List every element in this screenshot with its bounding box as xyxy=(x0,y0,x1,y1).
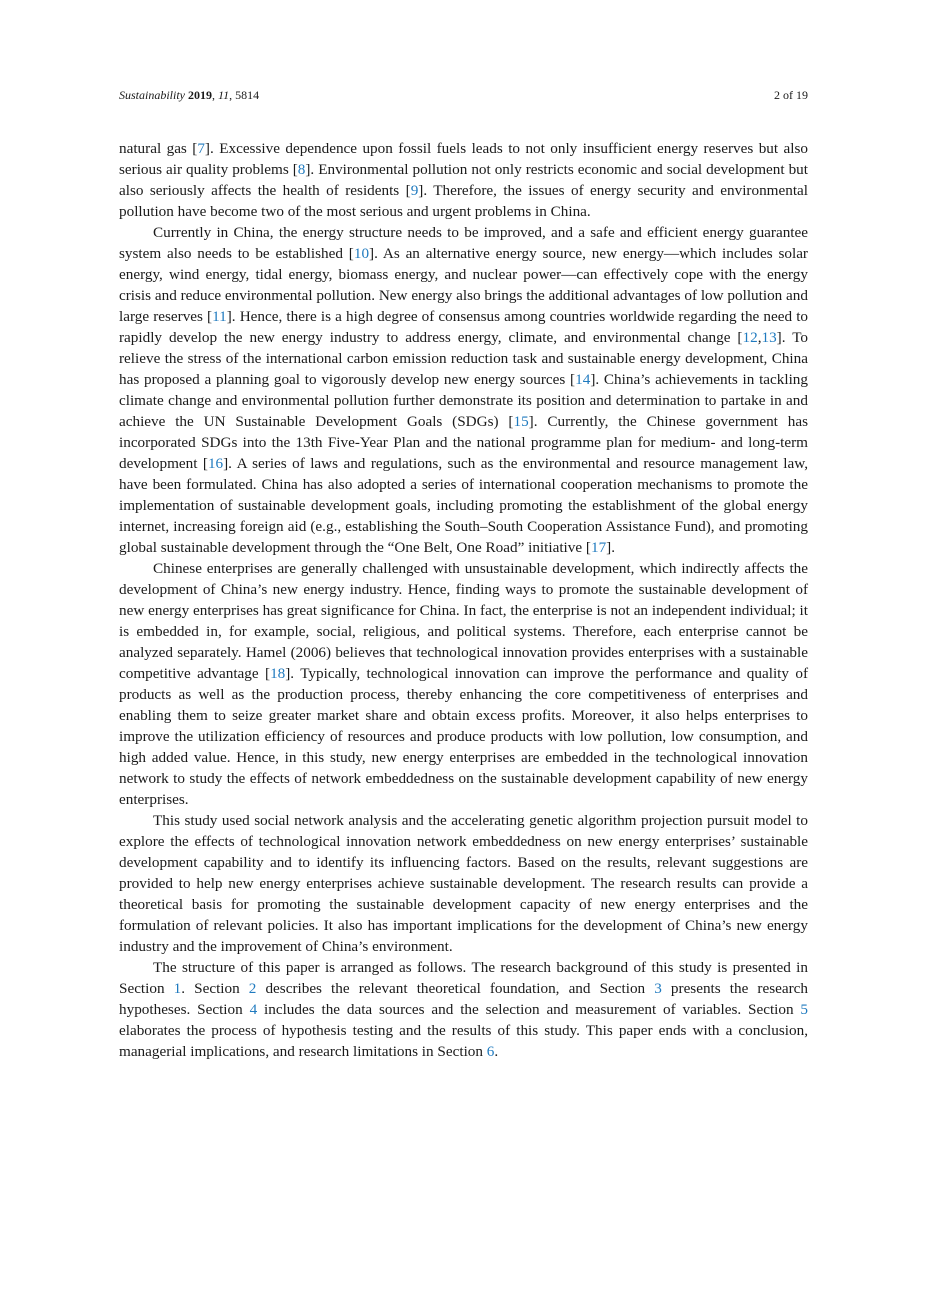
text-run: describes the relevant theoretical foundation, and Section xyxy=(256,980,655,997)
citation-link[interactable]: 6 xyxy=(486,1043,495,1060)
running-header xyxy=(119,87,808,103)
text-run: ]. Excessive dependence upon fossil fuels leads to not only insufficient energy reserves but also serious air quality problems [ xyxy=(119,140,808,178)
citation-link[interactable]: 8 xyxy=(297,161,306,178)
citation-link[interactable]: 7 xyxy=(197,140,205,157)
citation-link[interactable]: 17 xyxy=(590,539,607,556)
citation-link[interactable]: 5 xyxy=(800,1001,809,1018)
paragraph xyxy=(119,222,808,558)
text-run: , xyxy=(757,329,762,346)
text-run: ]. China’s achievements in tackling climate change and environmental pollution further demonstrate its position and determination to partake in and achieve the UN Sustainable Development Goals (SDGs) [ xyxy=(119,371,808,430)
text-run: natural gas [ xyxy=(119,140,198,157)
citation-link[interactable]: 14 xyxy=(575,371,591,388)
text-run: ]. As an alternative energy source, new energy—which includes solar energy, wind energy, tidal energy, biomass energy, and nuclear power—can effectively cope with the energy crisis and reduce environmental pollution. New energy also brings the additional advantages of low pollution and large reserves [ xyxy=(119,245,808,325)
journal-name: Sustainability xyxy=(119,88,185,102)
citation-link[interactable]: 11 xyxy=(212,308,227,325)
journal-citation: Sustainability 2019, 11, 5814 xyxy=(119,88,260,102)
text-run: includes the data sources and the selection and measurement of variables. Section xyxy=(257,1001,801,1018)
citation-link[interactable]: 3 xyxy=(654,980,662,997)
citation-link[interactable]: 1 xyxy=(173,980,182,997)
journal-year: 2019 xyxy=(188,88,212,102)
page-number: 2 of 19 xyxy=(774,88,808,102)
citation-link[interactable]: 2 xyxy=(248,980,257,997)
paragraph xyxy=(119,810,808,957)
text-run: presents the research hypotheses. Section xyxy=(119,980,809,1018)
text-run: ]. To relieve the stress of the international carbon emission reduction task and sustainable energy development, China has proposed a planning goal to vigorously develop new energy sources [ xyxy=(119,329,809,388)
text-run: This study used social network analysis and the accelerating genetic algorithm projection pursuit model to explore the effects of technological innovation network embeddedness on new energy enterprises’ sustainable development capability and to identify its influencing factors. Based on the results, relevant suggestions are provided to help new energy enterprises achieve sustainable development. The research results can provide a theoretical basis for promoting the sustainable development capacity of new energy enterprises and the formulation of relevant policies. It also has important implications for the development of China’s new energy industry and the improvement of China’s environment. xyxy=(119,812,808,955)
text-run: ]. Hence, there is a high degree of consensus among countries worldwide regarding the need to rapidly develop the new energy industry to address energy, climate, and environmental change [ xyxy=(119,308,809,346)
journal-volume: 11 xyxy=(218,88,230,102)
body-text xyxy=(119,138,808,1062)
text-run: Chinese enterprises are generally challenged with unsustainable development, which indirectly affects the development of China’s new energy industry. Hence, finding ways to promote the sustainable development of new energy enterprises has great significance for China. In fact, the enterprise is not an independent individual; it is embedded in, for example, social, religious, and political systems. Therefore, each enterprise cannot be analyzed separately. Hamel (2006) believes that technological innovation provides enterprises with a sustainable competitive advantage [ xyxy=(119,560,808,682)
text-run: ]. Currently, the Chinese government has incorporated SDGs into the 13th Five-Year Plan and the national programme plan for medium- and long-term development [ xyxy=(119,413,808,472)
citation-link[interactable]: 9 xyxy=(410,182,419,199)
text-run: . Section xyxy=(181,980,249,997)
citation-link[interactable]: 15 xyxy=(513,413,529,430)
text-run: ]. Typically, technological innovation can improve the performance and quality of products as well as the production process, thereby enhancing the core competitiveness of enterprises and enabling them to seize greater market share and obtain excess profits. Moreover, it also helps enterprises to improve the utilization efficiency of resources and produce products with low pollution, low consumption, and high added value. Hence, in this study, new energy enterprises are embedded in the technological innovation network to study the effects of network embeddedness on the sustainable development capability of new energy enterprises. xyxy=(119,665,808,808)
text-run: ]. Environmental pollution not only restricts economic and social development but also seriously affects the health of residents [ xyxy=(119,161,808,199)
paragraph xyxy=(119,138,808,222)
citation-link[interactable]: 12 xyxy=(742,329,758,346)
paragraph xyxy=(119,957,808,1062)
text-run: ]. xyxy=(606,539,616,556)
paragraph xyxy=(119,558,808,810)
citation-link[interactable]: 18 xyxy=(270,665,286,682)
citation-link[interactable]: 13 xyxy=(761,329,777,346)
text-run: Currently in China, the energy structure needs to be improved, and a safe and efficient energy guarantee system also needs to be established [ xyxy=(119,224,808,262)
text-run: The structure of this paper is arranged as follows. The research background of this study is presented in Section xyxy=(119,959,808,997)
text-run: . xyxy=(494,1043,499,1060)
text-run: ]. Therefore, the issues of energy security and environmental pollution have become two of the most serious and urgent problems in China. xyxy=(119,182,809,220)
citation-link[interactable]: 4 xyxy=(249,1001,258,1018)
text-run: elaborates the process of hypothesis testing and the results of this study. This paper ends with a conclusion, managerial implications, and research limitations in Section xyxy=(119,1022,808,1060)
article-number: 5814 xyxy=(235,88,260,102)
citation-link[interactable]: 10 xyxy=(353,245,370,262)
text-run: ]. A series of laws and regulations, such as the environmental and resource management law, have been formulated. China has also adopted a series of international cooperation mechanisms to promote the implementation of sustainable development goals, including promoting the establishment of the global energy internet, increasing foreign aid (e.g., establishing the South–South Cooperation Assistance Fund), and promoting global sustainable development through the “One Belt, One Road” initiative [ xyxy=(119,455,808,556)
citation-link[interactable]: 16 xyxy=(207,455,224,472)
